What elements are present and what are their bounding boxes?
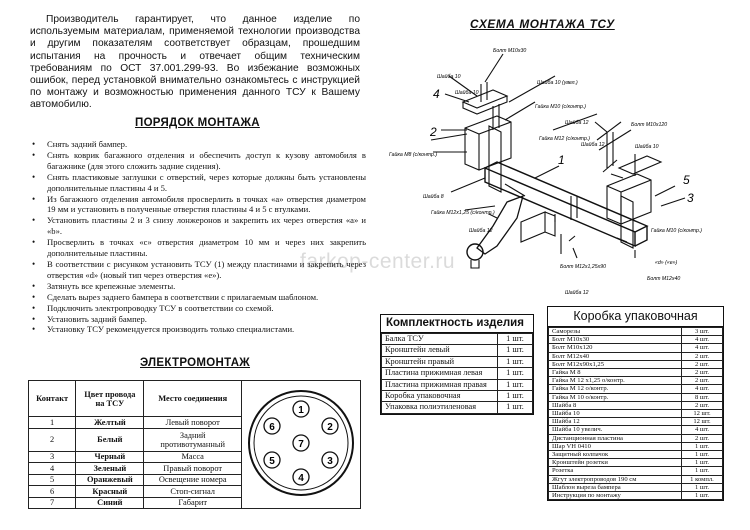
box-item: Шайба 12 xyxy=(549,418,682,426)
box-item: Шайба 10 xyxy=(549,410,682,418)
kit-row xyxy=(382,391,533,402)
cross-beam xyxy=(485,168,635,246)
tow-arm xyxy=(477,196,523,254)
callout-washer12: Шайба 12 xyxy=(469,228,493,234)
intro-text: Производитель гарантирует, что данное изделие по используемым материалам, применяемой технологии производства и другим показателям соответствует образцам, прошедшим испытания на прочность и отвечает общим техническим требованиям по ОСТ 37.001.299-93. Во избежание возможных ошибок, перед установкой внимательно ознакомьтесь с инструкцией по монтажу и возможностью применения данного ТСУ к Вашему автомобилю. xyxy=(30,14,360,111)
wiring-color: Синий xyxy=(76,497,144,509)
box-row xyxy=(549,475,723,483)
box-row xyxy=(549,344,723,352)
install-step: • Из багажного отделения автомобиля просверлить в точках «а» отверстия диаметром 19 мм и установить в полученные отверстия пластины 4 и 5 с втулками. xyxy=(28,194,366,216)
kit-row xyxy=(382,379,533,390)
wiring-contact: 7 xyxy=(29,497,76,509)
callout-washer8: Шайба 8 xyxy=(423,194,444,200)
kit-item: Упаковка полиэтиленовая xyxy=(382,402,498,413)
install-step: • Установить пластины 2 и 3 снизу лонжеронов и закрепить их через отверстия «а» и «b». xyxy=(28,215,366,237)
connector-pin xyxy=(322,452,338,468)
install-step: • Сделать вырез заднего бампера в соответствии с прилагаемым шаблоном. xyxy=(28,292,366,303)
box-title: Коробка упаковочная xyxy=(548,307,723,327)
callout-washer12: Шайба 12 xyxy=(565,120,589,126)
box-row xyxy=(549,410,723,418)
wiring-header-place: Место соединения xyxy=(144,381,242,417)
box-row xyxy=(549,369,723,377)
wiring-color: Желтый xyxy=(76,417,144,428)
box-item: Болт М10х120 xyxy=(549,344,682,352)
svg-text:2: 2 xyxy=(327,422,333,433)
kit-item: Коробка упаковочная xyxy=(382,391,498,402)
svg-text:6: 6 xyxy=(269,422,275,433)
wiring-color: Зеленый xyxy=(76,463,144,474)
box-qty: 2 шт. xyxy=(682,401,723,409)
kit-row xyxy=(382,334,533,345)
box-qty: 1 компл. xyxy=(682,475,723,483)
callout-washer10: Шайба 10 xyxy=(455,90,479,96)
callout-d-e: «d» («e») xyxy=(655,260,678,266)
box-item: Болт М12х40 xyxy=(549,352,682,360)
kit-qty: 1 шт. xyxy=(498,402,533,413)
callout-nut-m12: Гайка М12 (с/контр.) xyxy=(539,136,590,142)
box-qty: 12 шт. xyxy=(682,418,723,426)
electrical-title: ЭЛЕКТРОМОНТАЖ xyxy=(140,357,251,369)
callout-washer10: Шайба 10 xyxy=(635,144,659,150)
box-qty: 1 шт. xyxy=(682,459,723,467)
callout-washer10-big: Шайба 10 (увел.) xyxy=(537,80,578,86)
kit-qty: 1 шт. xyxy=(498,368,533,379)
install-step: • Снять коврик багажного отделения и обеспечить доступ к кузову автомобиля в багажнике (для этого сложить задние сидения). xyxy=(28,150,366,172)
kit-qty: 1 шт. xyxy=(498,391,533,402)
box-item: Шар VH 0410 xyxy=(549,442,682,450)
box-item: Дистанционная пластина xyxy=(549,434,682,442)
install-step: • Снять задний бампер. xyxy=(28,139,366,150)
diagram-title: СХЕМА МОНТАЖА ТСУ xyxy=(470,17,615,31)
kit-row xyxy=(382,345,533,356)
install-title: ПОРЯДОК МОНТАЖА xyxy=(135,117,260,129)
box-item: Болт М12х90х1,25 xyxy=(549,360,682,368)
callout-washer12: Шайба 12 xyxy=(581,142,605,148)
box-item: Шайба 8 xyxy=(549,401,682,409)
box-qty: 1 шт. xyxy=(682,442,723,450)
wiring-header-contact: Контакт xyxy=(29,381,76,417)
callout-bolt-m10x30: Болт М10х30 xyxy=(493,48,527,54)
box-qty: 1 шт. xyxy=(682,492,723,500)
wiring-color: Белый xyxy=(76,428,144,451)
kit-qty: 1 шт. xyxy=(498,334,533,345)
box-qty: 2 шт. xyxy=(682,434,723,442)
box-qty: 4 шт. xyxy=(682,336,723,344)
install-step: • Снять пластиковые заглушки с отверстий, через которые должны быть установлены дополнительные пластины 4 и 5. xyxy=(28,172,366,194)
part-number-2: 2 xyxy=(430,125,437,139)
install-step: • Установку ТСУ рекомендуется производить только специалистами. xyxy=(28,324,366,335)
kit-qty: 1 шт. xyxy=(498,345,533,356)
box-row xyxy=(549,418,723,426)
box-qty: 2 шт. xyxy=(682,352,723,360)
wiring-color: Оранжевый xyxy=(76,474,144,485)
svg-text:7: 7 xyxy=(298,439,304,450)
install-steps xyxy=(28,139,366,335)
kit-item: Пластина прижимная левая xyxy=(382,368,498,379)
wiring-contact: 1 xyxy=(29,417,76,428)
box-row xyxy=(549,393,723,401)
connector-pin xyxy=(293,401,309,417)
install-step: • Подключить электропроводку ТСУ в соответствии со схемой. xyxy=(28,303,366,314)
kit-item: Кронштейн правый xyxy=(382,356,498,367)
box-item: Инструкция по монтажу xyxy=(549,492,682,500)
box-qty: 1 шт. xyxy=(682,451,723,459)
callout-nut-m10: Гайка М10 (с/контр.) xyxy=(535,104,586,110)
kit-qty: 1 шт. xyxy=(498,356,533,367)
box-item: Кронштейн розетки xyxy=(549,459,682,467)
box-row xyxy=(549,492,723,500)
box-qty: 12 шт. xyxy=(682,410,723,418)
wiring-place: Левый поворот xyxy=(144,417,242,428)
wiring-place: Габарит xyxy=(144,497,242,509)
callout-nut-m8: Гайка М8 (с/контр.) xyxy=(389,152,438,158)
connector-pin xyxy=(264,452,280,468)
box-row xyxy=(549,352,723,360)
box-item: Шаблон выреза бампера xyxy=(549,483,682,491)
svg-text:3: 3 xyxy=(327,456,333,467)
part-number-1: 1 xyxy=(558,153,565,167)
box-item: Гайка М 12 х1,25 о/контр. xyxy=(549,377,682,385)
install-step: • Просверлить в точках «с» отверстия диаметром 10 мм и через них закрепить дополнительные пластины. xyxy=(28,237,366,259)
connector-cell xyxy=(242,381,361,509)
wiring-contact: 3 xyxy=(29,451,76,462)
box-row xyxy=(549,377,723,385)
box-qty: 4 шт. xyxy=(682,426,723,434)
kit-row xyxy=(382,368,533,379)
wiring-place: Масса xyxy=(144,451,242,462)
kit-qty: 1 шт. xyxy=(498,379,533,390)
box-qty: 1 шт. xyxy=(682,467,723,475)
socket-bracket xyxy=(521,212,545,242)
box-qty: 4 шт. xyxy=(682,344,723,352)
wiring-color: Красный xyxy=(76,486,144,497)
box-item: Гайка М 12 о/контр. xyxy=(549,385,682,393)
install-step: • В соответствии с рисунком установить ТСУ (1) между пластинами и закрепить через отверстия «d» (новый тип через отверстия «е»). xyxy=(28,259,366,281)
box-row xyxy=(549,426,723,434)
box-qty: 1 шт. xyxy=(682,483,723,491)
box-qty: 2 шт. xyxy=(682,369,723,377)
box-row xyxy=(549,467,723,475)
box-item: Розетка xyxy=(549,467,682,475)
svg-text:1: 1 xyxy=(298,405,304,416)
wiring-place: Освещение номера xyxy=(144,474,242,485)
part-number-3: 3 xyxy=(687,191,694,205)
callout-bolt-m12x40: Болт М12х40 xyxy=(647,276,681,282)
kit-row xyxy=(382,356,533,367)
wiring-contact: 5 xyxy=(29,474,76,485)
install-step: • Установить задний бампер. xyxy=(28,314,366,325)
svg-text:4: 4 xyxy=(298,473,304,484)
wiring-place: Правый поворот xyxy=(144,463,242,474)
left-bracket xyxy=(489,126,501,192)
connector-pin xyxy=(293,469,309,485)
box-qty: 2 шт. xyxy=(682,360,723,368)
wiring-table xyxy=(28,380,361,509)
callout-nut-m10: Гайка М10 (с/контр.) xyxy=(651,228,702,234)
wiring-contact: 4 xyxy=(29,463,76,474)
box-row xyxy=(549,483,723,491)
box-row xyxy=(549,385,723,393)
box-item: Гайка М 10 о/контр. xyxy=(549,393,682,401)
callout-bolt-m10x120: Болт М10х120 xyxy=(631,122,668,128)
connector-pin xyxy=(293,435,309,451)
install-step: • Затянуть все крепежные элементы. xyxy=(28,281,366,292)
wiring-header-color: Цвет провода на ТСУ xyxy=(76,381,144,417)
box-item: Жгут электропроводов 190 см xyxy=(549,475,682,483)
tow-ball xyxy=(467,244,483,260)
box-item: Саморезы xyxy=(549,328,682,336)
connector-pin xyxy=(322,418,338,434)
wiring-contact: 2 xyxy=(29,428,76,451)
callout-washer10: Шайба 10 xyxy=(437,74,461,80)
box-row xyxy=(549,459,723,467)
box-item: Гайка М 8 xyxy=(549,369,682,377)
callout-nut-m12x125: Гайка М12х1,25 (с/контр.) xyxy=(431,210,495,216)
wiring-place: Стоп-сигнал xyxy=(144,486,242,497)
box-row xyxy=(549,434,723,442)
connector-pin xyxy=(264,418,280,434)
right-upper-plate xyxy=(619,156,661,174)
watermark: farkop-center.ru xyxy=(300,250,456,273)
kit-row xyxy=(382,402,533,413)
socket-connector-diagram xyxy=(242,381,360,506)
box-item: Шайба 10 увелич. xyxy=(549,426,682,434)
box-item: Болт М10х30 xyxy=(549,336,682,344)
box-qty: 8 шт. xyxy=(682,393,723,401)
kit-title: Комплектность изделия xyxy=(381,315,533,333)
wiring-contact: 6 xyxy=(29,486,76,497)
box-table xyxy=(548,327,723,500)
kit-panel xyxy=(380,314,534,415)
kit-item: Кронштейн левый xyxy=(382,345,498,356)
box-row xyxy=(549,451,723,459)
kit-item: Балка ТСУ xyxy=(382,334,498,345)
box-row xyxy=(549,401,723,409)
kit-table xyxy=(381,333,533,414)
part-number-4: 4 xyxy=(433,87,440,101)
box-row xyxy=(549,336,723,344)
box-panel xyxy=(547,306,724,501)
wiring-color: Черный xyxy=(76,451,144,462)
box-qty: 4 шт. xyxy=(682,385,723,393)
box-row xyxy=(549,442,723,450)
box-qty: 2 шт. xyxy=(682,377,723,385)
callout-bolt-m12x125x90: Болт М12х1,25х90 xyxy=(560,264,606,270)
box-row xyxy=(549,360,723,368)
box-qty: 3 шт. xyxy=(682,328,723,336)
svg-text:5: 5 xyxy=(269,456,275,467)
wiring-place: Задний противотуманный xyxy=(144,428,242,451)
callout-washer12: Шайба 12 xyxy=(565,290,589,296)
part-number-5: 5 xyxy=(683,173,690,187)
kit-item: Пластина прижимная правая xyxy=(382,379,498,390)
box-item: Защитный колпачок xyxy=(549,451,682,459)
right-plate xyxy=(607,174,651,224)
box-row xyxy=(549,328,723,336)
